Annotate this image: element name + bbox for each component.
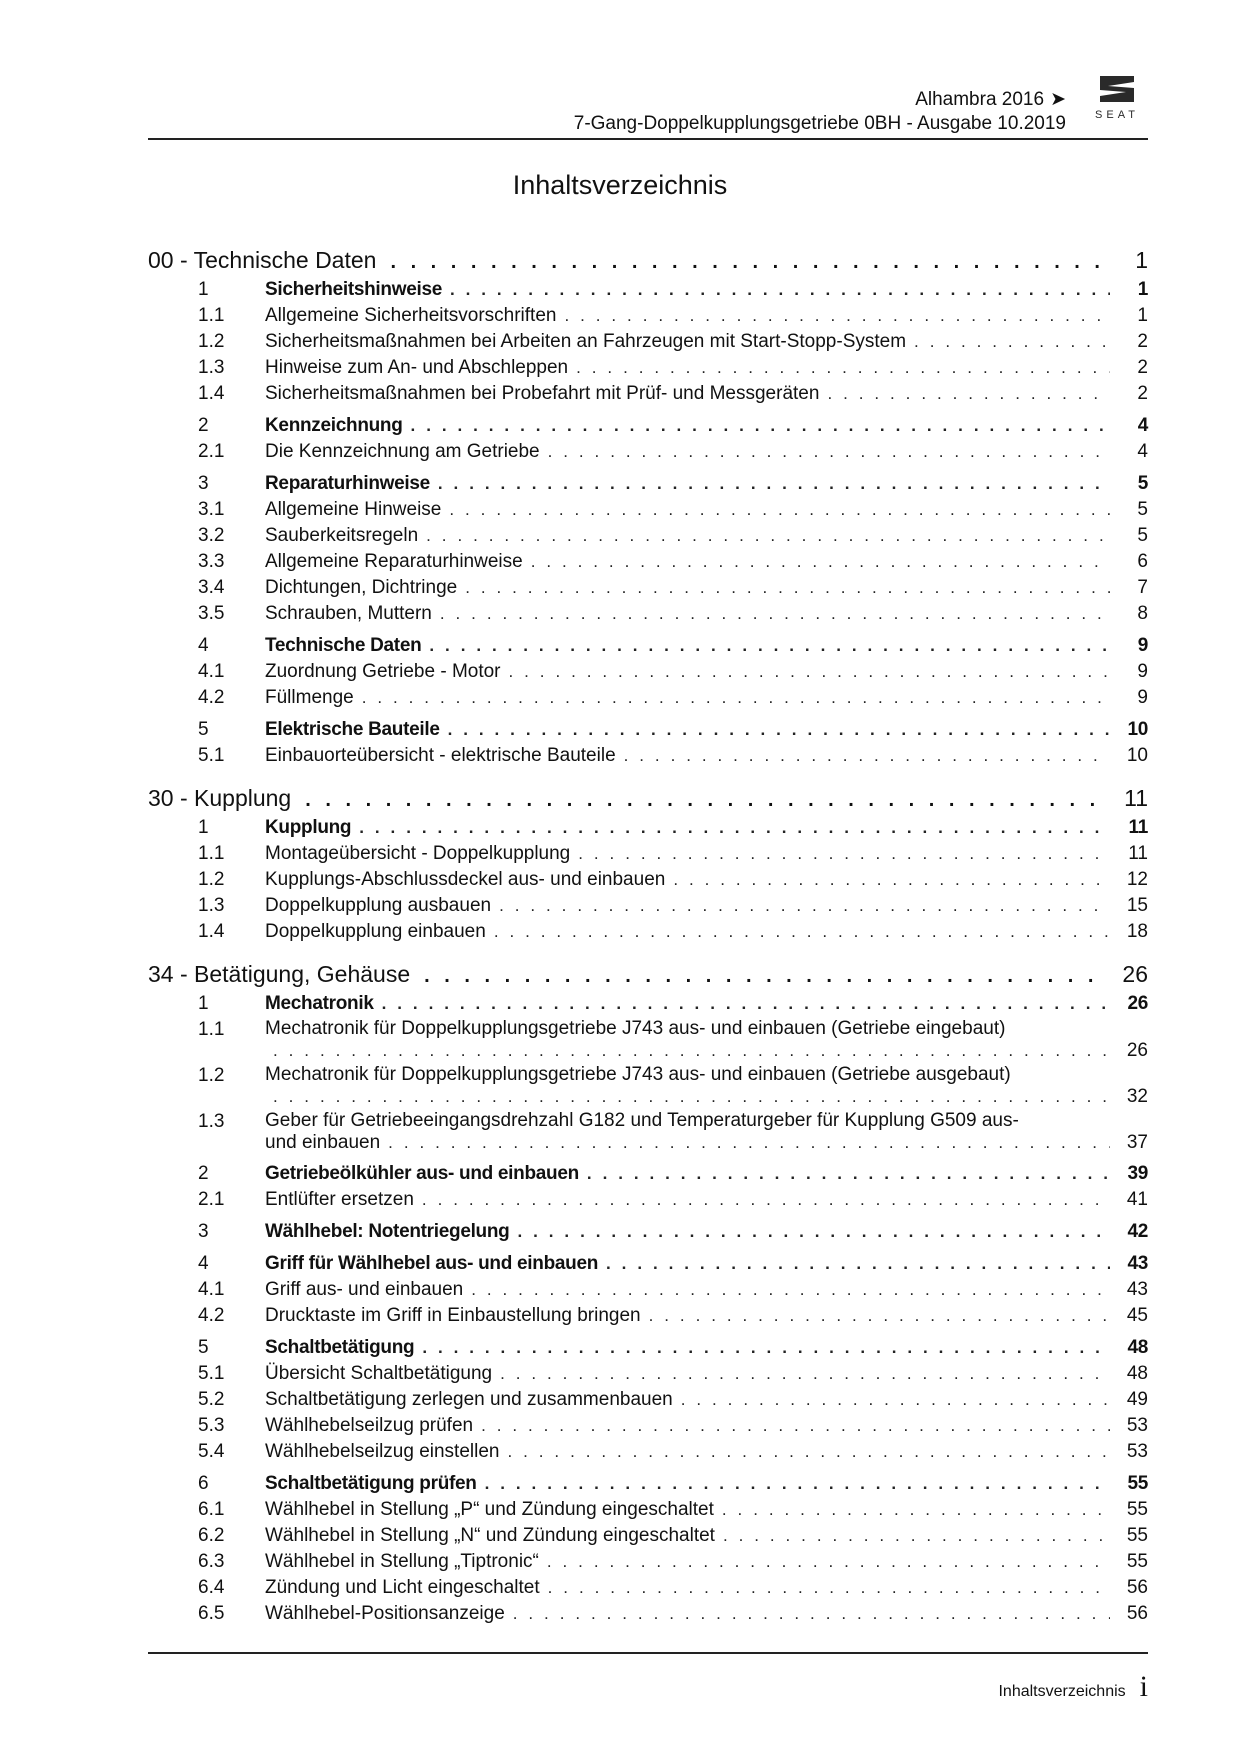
entry-title: Sicherheitsmaßnahmen bei Probefahrt mit Prüf- und Messgeräten — [265, 383, 820, 404]
entry-number: 5 — [198, 1337, 209, 1358]
entry-page: 6 — [1137, 551, 1148, 572]
entry-title: Die Kennzeichnung am Getriebe — [265, 441, 540, 462]
dot-leader — [576, 356, 1110, 380]
entry-number: 5 — [198, 719, 209, 740]
dot-leader — [624, 744, 1110, 768]
toc-entry[interactable] — [148, 1388, 1148, 1414]
entry-number: 4.1 — [198, 661, 225, 682]
dot-leader — [471, 1278, 1110, 1302]
chapter-gap — [148, 770, 1148, 778]
toc-section[interactable] — [148, 414, 1148, 440]
entry-number: 6.3 — [198, 1551, 225, 1572]
entry-page: 4 — [1137, 415, 1148, 436]
dot-leader — [390, 248, 1108, 276]
toc-entry[interactable] — [148, 894, 1148, 920]
entry-page: 15 — [1126, 895, 1148, 916]
dot-leader — [481, 1414, 1110, 1438]
entry-title: Griff für Wählhebel aus- und einbauen — [265, 1253, 599, 1274]
entry-page: 9 — [1137, 687, 1148, 708]
chapter-page: 11 — [1124, 785, 1148, 811]
entry-number: 1.1 — [198, 1019, 225, 1040]
dot-leader — [422, 1336, 1110, 1360]
entry-page: 42 — [1127, 1221, 1148, 1242]
entry-number: 4 — [198, 1253, 209, 1274]
chapter-title: 34 - Betätigung, Gehäuse — [148, 961, 411, 987]
seat-logo — [1086, 74, 1148, 124]
footer-page-number: i — [1139, 1670, 1148, 1703]
entry-number: 6.4 — [198, 1577, 225, 1598]
toc-entry[interactable] — [148, 1414, 1148, 1440]
toc-entry[interactable] — [148, 550, 1148, 576]
toc-section[interactable] — [148, 1336, 1148, 1362]
entry-number: 2.1 — [198, 441, 225, 462]
toc-entry[interactable] — [148, 868, 1148, 894]
entry-title: Doppelkupplung ausbauen — [265, 895, 492, 916]
entry-title: Entlüfter ersetzen — [265, 1189, 414, 1210]
dot-leader — [649, 1304, 1110, 1328]
entry-number: 5.1 — [198, 1363, 225, 1384]
entry-page: 55 — [1126, 1525, 1148, 1546]
entry-number: 1.3 — [198, 895, 225, 916]
entry-page: 5 — [1137, 525, 1148, 546]
dot-leader — [465, 576, 1110, 600]
toc-entry[interactable] — [148, 330, 1148, 356]
toc-section[interactable] — [148, 1472, 1148, 1498]
entry-page: 26 — [1127, 993, 1148, 1014]
entry-page: 5 — [1137, 473, 1148, 494]
toc-chapter[interactable] — [148, 246, 1148, 278]
header-model-line — [574, 88, 1066, 112]
entry-number: 6.2 — [198, 1525, 225, 1546]
toc-entry[interactable] — [148, 1064, 1148, 1110]
entry-page: 9 — [1137, 635, 1148, 656]
dot-leader — [424, 962, 1108, 990]
entry-page: 18 — [1126, 921, 1148, 942]
dot-leader — [914, 330, 1110, 354]
entry-number: 4 — [198, 635, 209, 656]
dot-leader — [426, 524, 1110, 548]
dot-leader — [587, 1162, 1110, 1186]
entry-number: 3.2 — [198, 525, 225, 546]
toc-section[interactable] — [148, 816, 1148, 842]
header-model: Alhambra 2016 — [915, 89, 1045, 110]
dot-leader — [606, 1252, 1110, 1276]
header-subtitle: 7-Gang-Doppelkupplungsgetriebe 0BH - Ausgabe 10.2019 — [573, 113, 1066, 134]
entry-number: 6.1 — [198, 1499, 225, 1520]
entry-number: 5.3 — [198, 1415, 225, 1436]
entry-page: 2 — [1137, 331, 1148, 352]
entry-title: Wählhebel in Stellung „P“ und Zündung eingeschaltet — [265, 1499, 714, 1520]
entry-title: Schaltbetätigung — [265, 1337, 415, 1358]
entry-title: Wählhebel in Stellung „N“ und Zündung eingeschaltet — [265, 1525, 715, 1546]
entry-page: 55 — [1127, 1473, 1148, 1494]
dot-leader — [273, 1086, 1110, 1108]
entry-title: Geber für Getriebeeingangsdrehzahl G182 und Temperaturgeber für Kupplung G509 aus- — [265, 1110, 1019, 1131]
footer-label: Inhaltsverzeichnis — [998, 1683, 1126, 1700]
entry-number: 6.5 — [198, 1603, 225, 1624]
toc-entry[interactable] — [148, 1550, 1148, 1576]
toc-entry[interactable] — [148, 1602, 1148, 1628]
table-of-contents — [148, 240, 1148, 1628]
entry-number: 3.4 — [198, 577, 225, 598]
entry-page: 55 — [1126, 1551, 1148, 1572]
toc-entry[interactable] — [148, 920, 1148, 946]
toc-chapter[interactable] — [148, 960, 1148, 992]
toc-section[interactable] — [148, 634, 1148, 660]
header-text — [574, 88, 1066, 136]
toc-entry[interactable] — [148, 498, 1148, 524]
entry-title: Technische Daten — [265, 635, 422, 656]
chapter-page: 26 — [1122, 961, 1148, 987]
toc-entry[interactable] — [148, 382, 1148, 408]
entry-number: 3 — [198, 473, 209, 494]
entry-number: 1.4 — [198, 921, 225, 942]
entry-page: 39 — [1127, 1163, 1148, 1184]
toc-entry[interactable] — [148, 1576, 1148, 1602]
entry-title: Einbauorteübersicht - elektrische Bauteile — [265, 745, 616, 766]
toc-entry[interactable] — [148, 576, 1148, 602]
toc-section[interactable] — [148, 1252, 1148, 1278]
dot-leader — [673, 868, 1110, 892]
entry-title-continued: und einbauen — [265, 1132, 381, 1153]
entry-page: 55 — [1126, 1499, 1148, 1520]
dot-leader — [722, 1498, 1110, 1522]
entry-title: Zuordnung Getriebe - Motor — [265, 661, 501, 682]
entry-number: 5.1 — [198, 745, 225, 766]
dot-leader — [548, 1576, 1110, 1600]
entry-page: 5 — [1137, 499, 1148, 520]
toc-entry[interactable] — [148, 686, 1148, 712]
toc-entry[interactable] — [148, 1362, 1148, 1388]
dot-leader — [411, 414, 1110, 438]
entry-title: Reparaturhinweise — [265, 473, 430, 494]
dot-leader — [499, 894, 1110, 918]
entry-page: 1 — [1137, 305, 1148, 326]
entry-page: 49 — [1126, 1389, 1148, 1410]
toc-entry[interactable] — [148, 304, 1148, 330]
entry-number: 2 — [198, 1163, 209, 1184]
toc-entry[interactable] — [148, 1018, 1148, 1064]
entry-number: 5.2 — [198, 1389, 225, 1410]
entry-page: 53 — [1126, 1415, 1148, 1436]
toc-entry[interactable] — [148, 842, 1148, 868]
entry-number: 1.1 — [198, 843, 225, 864]
toc-entry[interactable] — [148, 1440, 1148, 1466]
toc-chapter[interactable] — [148, 784, 1148, 816]
dot-leader — [450, 278, 1110, 302]
entry-title: Allgemeine Hinweise — [265, 499, 442, 520]
entry-page: 41 — [1126, 1189, 1148, 1210]
dot-leader — [305, 786, 1108, 814]
entry-title: Kupplung — [265, 817, 352, 838]
entry-page: 7 — [1137, 577, 1148, 598]
entry-title: Mechatronik für Doppelkupplungsgetriebe J743 aus- und einbauen (Getriebe ausgebaut) — [265, 1064, 1011, 1085]
entry-number: 1.1 — [198, 305, 225, 326]
chapter-title: 00 - Technische Daten — [148, 247, 377, 273]
entry-title: Montageübersicht - Doppelkupplung — [265, 843, 571, 864]
entry-page: 8 — [1137, 603, 1148, 624]
entry-title: Mechatronik für Doppelkupplungsgetriebe J743 aus- und einbauen (Getriebe eingebaut) — [265, 1018, 1006, 1039]
entry-title: Übersicht Schaltbetätigung — [265, 1363, 493, 1384]
footer-rule — [148, 1652, 1148, 1654]
dot-leader — [548, 440, 1110, 464]
toc-section[interactable] — [148, 278, 1148, 304]
toc-section[interactable] — [148, 992, 1148, 1018]
entry-number: 3.5 — [198, 603, 225, 624]
dot-leader — [449, 498, 1110, 522]
entry-page: 37 — [1126, 1132, 1148, 1153]
dot-leader — [513, 1602, 1110, 1626]
dot-leader — [578, 842, 1110, 866]
entry-number: 1.3 — [198, 1111, 225, 1132]
toc-entry[interactable] — [148, 356, 1148, 382]
header-rule — [148, 138, 1148, 140]
seat-logo-icon — [1086, 74, 1148, 124]
entry-number: 1.4 — [198, 383, 225, 404]
entry-page: 12 — [1126, 869, 1148, 890]
entry-title: Schaltbetätigung prüfen — [265, 1473, 477, 1494]
entry-page: 11 — [1128, 817, 1148, 838]
entry-title: Allgemeine Reparaturhinweise — [265, 551, 523, 572]
entry-number: 1 — [198, 993, 209, 1014]
entry-title: Drucktaste im Griff in Einbaustellung bringen — [265, 1305, 641, 1326]
entry-number: 2 — [198, 415, 209, 436]
entry-title: Doppelkupplung einbauen — [265, 921, 486, 942]
toc-entry[interactable] — [148, 1498, 1148, 1524]
toc-entry[interactable] — [148, 1524, 1148, 1550]
dot-leader — [507, 1440, 1110, 1464]
dot-leader — [440, 602, 1110, 626]
entry-title: Schaltbetätigung zerlegen und zusammenbauen — [265, 1389, 673, 1410]
toc-entry[interactable] — [148, 1188, 1148, 1214]
logo-text: SEAT — [1095, 109, 1139, 121]
dot-leader — [273, 1040, 1110, 1062]
entry-title: Mechatronik — [265, 993, 374, 1014]
entry-title: Wählhebelseilzug prüfen — [265, 1415, 474, 1436]
toc-entry[interactable] — [148, 602, 1148, 628]
entry-page: 56 — [1126, 1603, 1148, 1624]
entry-title: Elektrische Bauteile — [265, 719, 440, 740]
entry-page: 56 — [1126, 1577, 1148, 1598]
entry-page: 2 — [1137, 383, 1148, 404]
dot-leader — [517, 1220, 1110, 1244]
page-footer — [998, 1670, 1148, 1704]
entry-title: Griff aus- und einbauen — [265, 1279, 464, 1300]
toc-entry[interactable] — [148, 524, 1148, 550]
chapter-title: 30 - Kupplung — [148, 785, 292, 811]
dot-leader — [362, 686, 1110, 710]
entry-title: Kupplungs-Abschlussdeckel aus- und einbauen — [265, 869, 666, 890]
entry-number: 3.3 — [198, 551, 225, 572]
toc-entry[interactable] — [148, 1110, 1148, 1156]
dot-leader — [827, 382, 1110, 406]
entry-number: 3.1 — [198, 499, 225, 520]
entry-page: 45 — [1126, 1305, 1148, 1326]
page-header — [148, 88, 1148, 140]
entry-title: Getriebeölkühler aus- und einbauen — [265, 1163, 579, 1184]
page-title: Inhaltsverzeichnis — [512, 170, 728, 200]
chapter-gap — [148, 946, 1148, 954]
dot-leader — [494, 920, 1110, 944]
entry-page: 10 — [1126, 745, 1148, 766]
toc-section[interactable] — [148, 472, 1148, 498]
toc-entry[interactable] — [148, 440, 1148, 466]
entry-title: Wählhebel-Positionsanzeige — [265, 1603, 505, 1624]
dot-leader — [429, 634, 1110, 658]
entry-page: 48 — [1127, 1337, 1148, 1358]
dot-leader — [359, 816, 1110, 840]
entry-number: 4.2 — [198, 1305, 225, 1326]
dot-leader — [681, 1388, 1110, 1412]
entry-page: 26 — [1126, 1040, 1148, 1061]
entry-number: 1 — [198, 279, 209, 300]
entry-title: Wählhebel in Stellung „Tiptronic“ — [265, 1551, 539, 1572]
dot-leader — [723, 1524, 1110, 1548]
entry-page: 53 — [1126, 1441, 1148, 1462]
entry-page: 11 — [1128, 843, 1148, 864]
dot-leader — [564, 304, 1110, 328]
entry-page: 43 — [1126, 1279, 1148, 1300]
toc-section[interactable] — [148, 1220, 1148, 1246]
entry-number: 1.2 — [198, 1065, 225, 1086]
entry-page: 9 — [1137, 661, 1148, 682]
entry-page: 2 — [1137, 357, 1148, 378]
dot-leader — [438, 472, 1110, 496]
entry-page: 4 — [1137, 441, 1148, 462]
entry-page: 43 — [1127, 1253, 1148, 1274]
entry-page: 32 — [1126, 1086, 1148, 1107]
toc-section[interactable] — [148, 718, 1148, 744]
dot-leader — [485, 1472, 1110, 1496]
toc-entry[interactable] — [148, 1304, 1148, 1330]
toc-entry[interactable] — [148, 1278, 1148, 1304]
entry-number: 1.3 — [198, 357, 225, 378]
entry-title: Dichtungen, Dichtringe — [265, 577, 458, 598]
entry-page: 48 — [1126, 1363, 1148, 1384]
toc-entry[interactable] — [148, 660, 1148, 686]
entry-title: Sicherheitshinweise — [265, 279, 442, 300]
entry-number: 6 — [198, 1473, 209, 1494]
entry-title: Zündung und Licht eingeschaltet — [265, 1577, 540, 1598]
entry-number: 1.2 — [198, 331, 225, 352]
entry-number: 1 — [198, 817, 209, 838]
entry-title: Kennzeichnung — [265, 415, 403, 436]
entry-title: Sicherheitsmaßnahmen bei Arbeiten an Fahrzeugen mit Start-Stopp-System — [265, 331, 907, 352]
dot-leader — [500, 1362, 1110, 1386]
entry-title: Schrauben, Muttern — [265, 603, 432, 624]
entry-number: 4.2 — [198, 687, 225, 708]
toc-section[interactable] — [148, 1162, 1148, 1188]
entry-title: Füllmenge — [265, 687, 354, 708]
dot-leader — [531, 550, 1110, 574]
entry-page: 1 — [1137, 279, 1148, 300]
entry-number: 1.2 — [198, 869, 225, 890]
dot-leader — [422, 1188, 1110, 1212]
entry-title: Allgemeine Sicherheitsvorschriften — [265, 305, 557, 326]
entry-title: Wählhebelseilzug einstellen — [265, 1441, 500, 1462]
entry-number: 5.4 — [198, 1441, 225, 1462]
entry-number: 2.1 — [198, 1189, 225, 1210]
entry-number: 3 — [198, 1221, 209, 1242]
toc-entry[interactable] — [148, 744, 1148, 770]
dot-leader — [382, 992, 1110, 1016]
entry-page: 10 — [1127, 719, 1148, 740]
next-arrow-icon: ➤ — [1050, 89, 1066, 110]
entry-title: Hinweise zum An- und Abschleppen — [265, 357, 569, 378]
entry-number: 4.1 — [198, 1279, 225, 1300]
dot-leader — [547, 1550, 1110, 1574]
chapter-page: 1 — [1135, 247, 1148, 273]
dot-leader — [509, 660, 1110, 684]
entry-title: Sauberkeitsregeln — [265, 525, 419, 546]
entry-title: Wählhebel: Notentriegelung — [265, 1221, 510, 1242]
dot-leader — [388, 1132, 1110, 1154]
dot-leader — [448, 718, 1110, 742]
